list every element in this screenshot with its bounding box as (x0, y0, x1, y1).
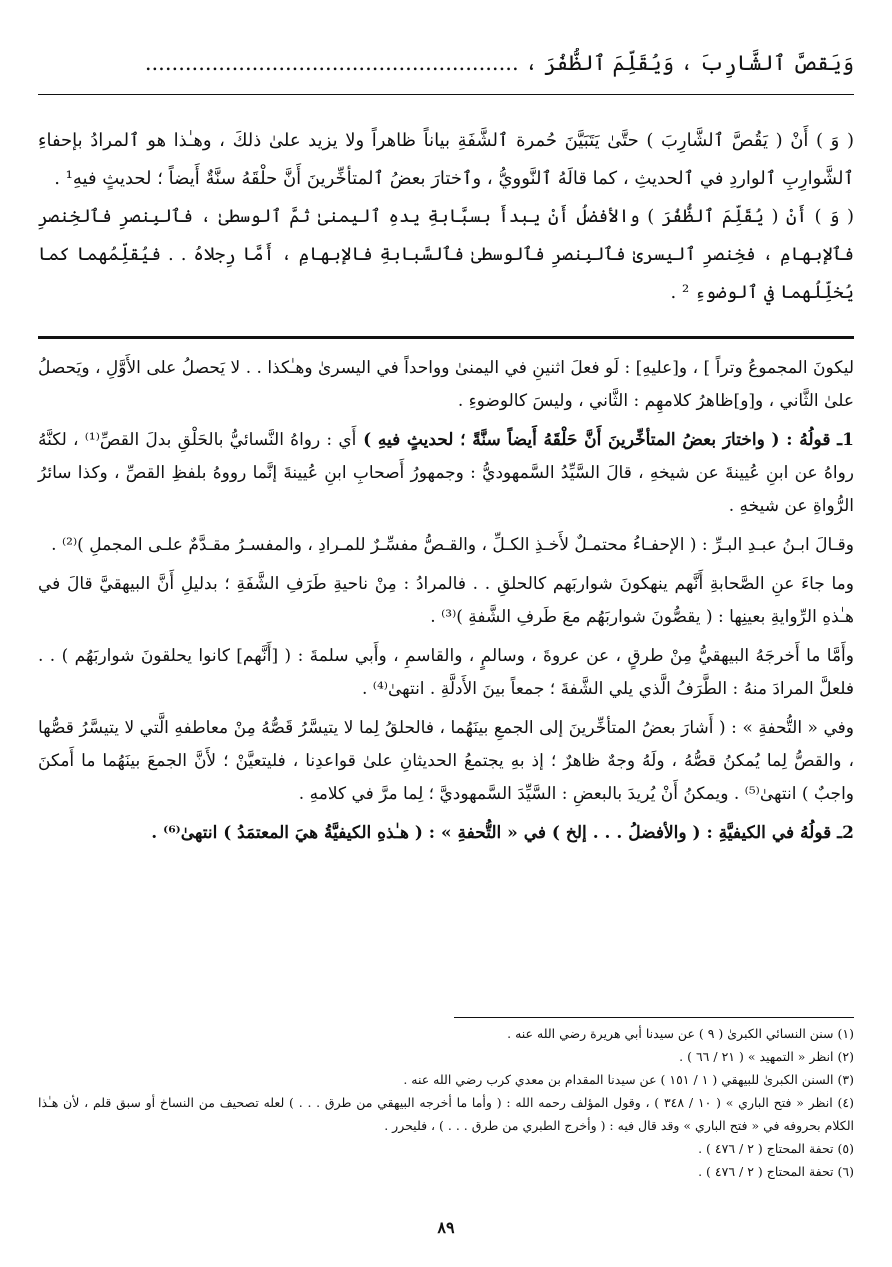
running-header: وَيَقصَّ ٱلشَّارِبَ ، وَيُقَلِّمَ ٱلظُّفُرَ ، ........................................................ (144, 51, 854, 75)
footnote: (١) سنن النسائي الكبرىٰ ( ٩ ) عن سيدنا أبي هريرة رضي الله عنه . (507, 1026, 854, 1041)
matn-sharh-divider (38, 336, 854, 339)
sharh-paragraph (38, 640, 854, 706)
matn-paragraph: ( وَ ) أَنْ ( يُقَلِّمَ ٱلظُّفُرَ ) والأفضلُ أَنْ يبدأَ بسبَّابةِ يدهِ ٱليمنىٰ ثمَّ ٱلوسطىٰ ، فٱلبِنصرِ فٱلخِنصرِ فٱلإبهامِ ، فخِنصرِ ٱليسرىٰ فٱلبِنصرِ فٱلوسطىٰ فٱلسَّبابةِ فالإبهامِ ، أَمَّا رِجلاهُ . . فيُقلِّمُهما كما يُخلِّلُهما في ٱلوضوءِ ² . (38, 206, 854, 303)
sharh-body: وقـالَ ابـنُ عبـدِ البـرِّ : ( الإحفـاءُ محتمـلٌ لأَخـذِ الكـلِّ ، والقـصُّ مفسِّـرٌ للمـرادِ ، والمفسـرُ مقـدَّمٌ علـى المجملِ )⁽²⁾ . (51, 535, 854, 555)
sharh-paragraph (38, 568, 854, 634)
page-number: ٨٩ (437, 1218, 455, 1237)
footnote: (٤) انظر « فتح الباري » ( ١٠ / ٣٤٨ ) ، وقول المؤلف رحمه الله : ( وأما ما أخرجه البيهقي من طرق . . . ) لعله تصحيف من النساخ أو سبق قلم ، لأن هـٰذا الكلام بحروفه في « فتح الباري » وقد قال فيه : ( وأخرج الطبري من طرق . . . ) ، فليحرر . (38, 1095, 854, 1133)
footnote-rule (454, 1017, 854, 1018)
sharh-paragraph (38, 424, 854, 523)
sharh-body: وفي « التُّحفةِ » : ( أَشارَ بعضُ المتأخِّرينَ إلى الجمعِ بينَهُما ، فالحلقُ لِما لا يتيسَّرُ قَصُّهُ مِنْ معاطفهِ الَّتي لا يتيسَّرُ قصُّها ، والقصُّ لِما يُمكنُ قصُّهُ ، ولَهُ وجهٌ ظاهرٌ ؛ إذ بهِ يجتمعُ الحديثانِ علىٰ قواعدِنا ، فليتعيَّنْ ؛ لأَنَّ الجمعَ بينَهُما ما أَمكنَ واجبٌ ) انتهىٰ⁽⁵⁾ . ويمكنُ أَنْ يُريدَ بالبعضِ : السَّيِّدَ السَّمهوديَّ ؛ لِما مرَّ في كلامهِ . (38, 718, 854, 804)
footnote: (٥) تحفة المحتاج ( ٢ / ٤٧٦ ) . (698, 1141, 854, 1156)
header-rule (38, 94, 854, 95)
sharh-body: وما جاءَ عنِ الصَّحابةِ أَنَّهم ينهكونَ شواربَهم كالحلقِ . . فالمرادُ : مِنْ ناحيةِ طَرَفِ الشَّفَةِ ؛ بدليلِ أَنَّ البيهقيَّ قالَ في هـٰذهِ الرِّوايةِ بعينِها : ( يقصُّونَ شواربَهُم معَ طَرفِ الشَّفةِ )⁽³⁾ . (38, 574, 854, 627)
footnote: (٦) تحفة المحتاج ( ٢ / ٤٧٦ ) . (698, 1164, 854, 1179)
sharh-lead: 1ـ قولُهُ : ( واختارَ بعضُ المتأخِّرينَ أَنَّ حَلْقَهُ أَيضاً سنَّةً ؛ لحديثٍ فيهِ ) (356, 430, 854, 450)
sharh-paragraph (38, 352, 854, 418)
sharh-paragraph (38, 529, 854, 562)
sharh-body: ليكونَ المجموعُ وتراً ] ، و[عليهِ] : لَو فعلَ اثنينِ في اليمنىٰ وواحداً في اليسرىٰ وهـٰكذا . . لا يَحصلُ على الأَوَّلِ ، ويَحصلُ علىٰ الثَّاني ، و[و]ظاهرُ كلامهِم : الثَّاني ، وليسَ كالوضوءِ . (38, 358, 854, 411)
footnotes (38, 1022, 854, 1183)
sharh-lead: 2ـ قولُهُ في الكيفيَّةِ : ( والأفضلُ . . . إلخ ) في « التُّحفةِ » : ( هـٰذهِ الكيفيَّةُ هيَ المعتمَدُ ) انتهىٰ⁽⁶⁾ . (151, 823, 854, 843)
sharh-paragraph (38, 817, 854, 850)
sharh-body: أَي : رواهُ النَّسائيُّ بالحَلْقِ بدلَ القصِّ⁽¹⁾ ، لكنَّهُ رواهُ عن ابنِ عُيينةَ عن شيخهِ ، قالَ السَّيِّدُ السَّمهوديُّ : وجمهورُ أَصحابِ ابنِ عُيينةَ إنَّما رووهُ بلفظِ القصِّ ، وكذا سائرُ الرُّواةِ عن شيخهِ . (38, 430, 854, 516)
matn-paragraph: ( وَ ) أَنْ ( يَقُصَّ ٱلشَّارِبَ ) حتَّىٰ يَتَبَيَّنَ حُمرة ٱلشَّفَةِ بياناً ظاهراً ولا يزيد علىٰ ذلكَ ، وهـٰذا هو ٱلمرادُ بإحفاءِ ٱلشَّوارِبِ ٱلواردِ في ٱلحديثِ ، كما قالَهُ ٱلنَّوويُّ ، وٱختارَ بعضُ ٱلمتأخِّرينَ أَنَّ حلْقَهُ سنَّةٌ أَيضاً ؛ لحديثٍ فيهِ¹ . (38, 130, 854, 189)
sharh-text (38, 352, 854, 856)
matn-text (38, 122, 854, 312)
footnote: (٣) السنن الكبرىٰ للبيهقي ( ١ / ١٥١ ) عن سيدنا المقدام بن معدي كرب رضي الله عنه . (403, 1072, 854, 1087)
footnote: (٢) انظر « التمهيد » ( ٢١ / ٦٦ ) . (679, 1049, 854, 1064)
sharh-paragraph (38, 712, 854, 811)
book-page (38, 0, 854, 1267)
sharh-body: وأَمَّا ما أَخرجَهُ البيهقيُّ مِنْ طرقٍ ، عن عروةَ ، وسالمٍ ، والقاسمِ ، وأَبي سلمةَ : ( [أَنَّهم] كانوا يحلقونَ شواربَهُم ) . . فلعلَّ المرادَ منهُ : الطَّرَفُ الَّذي يلي الشَّفةَ ؛ جمعاً بينَ الأَدلَّةِ . انتهىٰ⁽⁴⁾ . (38, 646, 854, 699)
